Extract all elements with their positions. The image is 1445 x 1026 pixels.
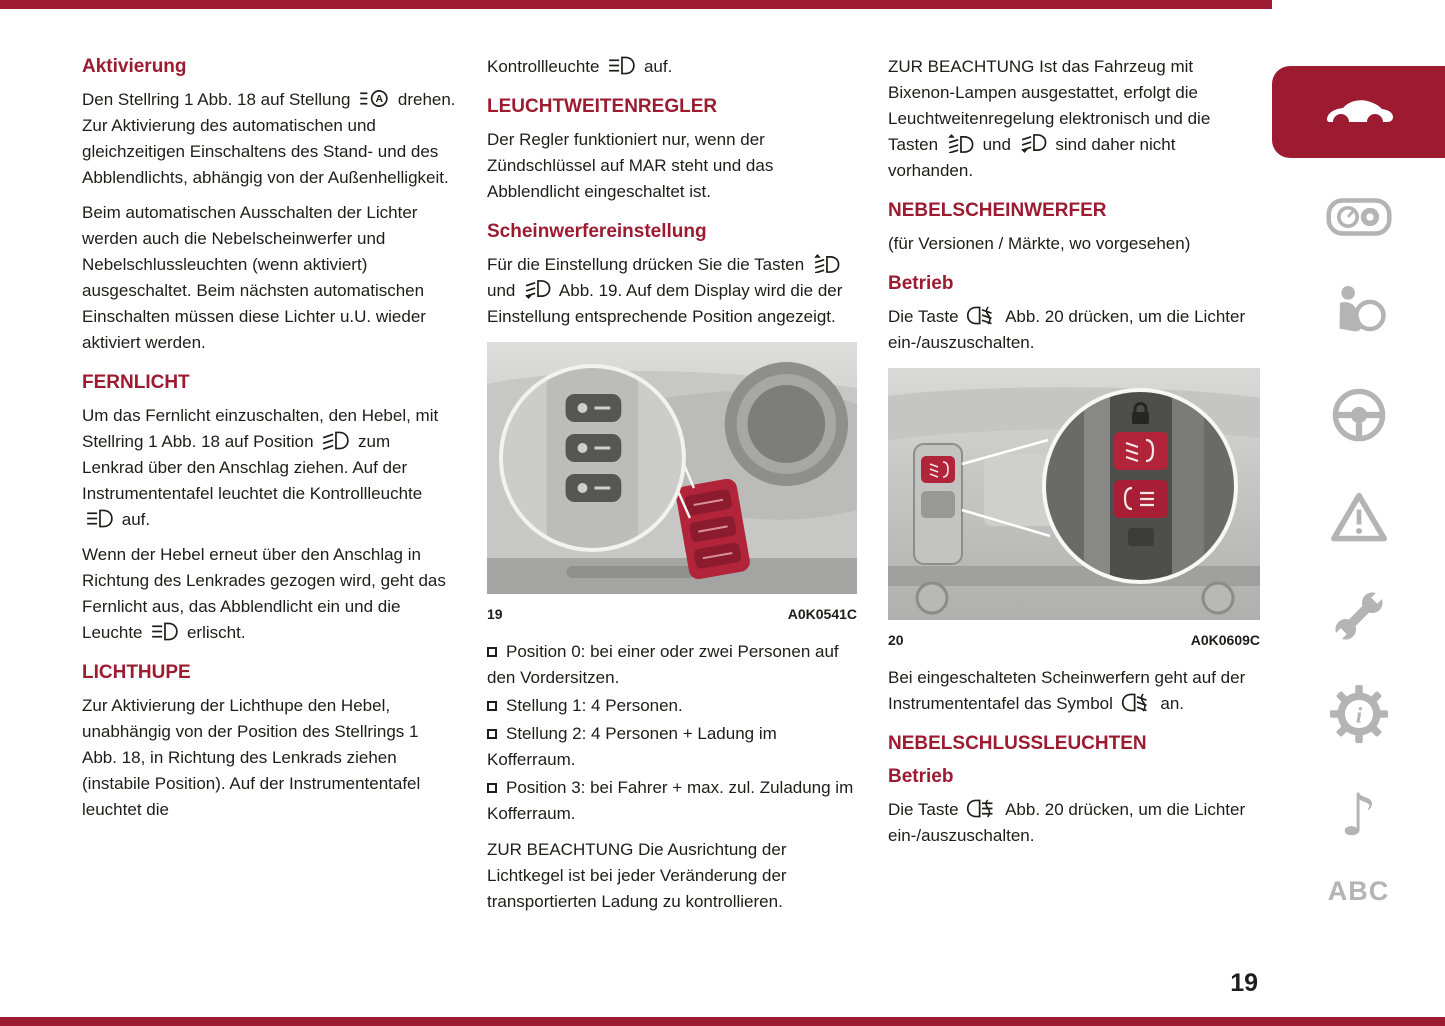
- paragraph-beachtung-load: ZUR BEACHTUNG Die Ausrichtung der Lichtkegel ist bei jeder Veränderung der transportierten Ladung zu kontrollieren.: [487, 840, 787, 911]
- column-middle: [487, 54, 857, 924]
- paragraph-leveling-buttons: [487, 252, 857, 330]
- paragraph-frontfog-indicator: [888, 665, 1260, 717]
- leveling-up-icon: [812, 254, 841, 273]
- paragraph-activation: [82, 87, 456, 191]
- list-item: [487, 721, 857, 773]
- square-bullet-icon: [487, 729, 497, 739]
- steering-wheel-icon: [1330, 386, 1388, 444]
- text-run: auf.: [643, 57, 673, 76]
- gear-info-icon: [1329, 684, 1389, 744]
- text-run: Abb. 20 drücken, um die Lichter ein-/auszuschalten.: [888, 800, 1246, 845]
- text-run: Den Stellring 1 Abb. 18 auf Stellung: [82, 90, 351, 109]
- list-item: [487, 693, 857, 719]
- text-run: sind daher nicht vorhanden.: [888, 135, 1176, 180]
- auto-headlight-icon: [358, 89, 390, 108]
- list-item-text: Position 3: bei Fahrer + max. zul. Zuladung im Kofferraum.: [487, 778, 854, 823]
- top-accent-bar: [0, 0, 1272, 9]
- high-beam-icon: [607, 56, 636, 75]
- figure-19-photo: [487, 342, 857, 594]
- figure-19: [487, 342, 857, 627]
- paragraph-versions: (für Versionen / Märkte, wo vorgesehen): [888, 234, 1191, 253]
- page-number: 19: [1230, 969, 1258, 997]
- paragraph-leveling-condition: Der Regler funktioniert nur, wenn der Zündschlüssel auf MAR steht und das Abblendlicht eingeschaltet ist.: [487, 130, 774, 201]
- sidebar-item-active-car: [1272, 66, 1445, 158]
- instrument-cluster-icon: [1326, 194, 1392, 240]
- svg-text:i: i: [1355, 702, 1362, 728]
- sidebar-item-maintenance: [1272, 586, 1445, 646]
- front-fog-icon: [1121, 693, 1153, 712]
- text-run: auf.: [121, 510, 151, 529]
- text-run: Die Taste: [888, 307, 959, 326]
- figure-20-code: A0K0609C: [1190, 632, 1260, 648]
- text-run: erlischt.: [186, 623, 246, 642]
- sidebar-item-safety: [1272, 282, 1445, 338]
- figure-20-number: 20: [888, 632, 904, 648]
- text-run: und: [982, 135, 1011, 154]
- paragraph-rearfog-button: [888, 797, 1260, 849]
- list-item-text: Stellung 2: 4 Personen + Ladung im Kofferraum.: [487, 724, 777, 769]
- square-bullet-icon: [487, 647, 497, 657]
- column-left: [82, 54, 456, 832]
- sidebar-item-audio: [1272, 781, 1445, 849]
- figure-20-caption: [888, 627, 1260, 653]
- list-item: [487, 639, 857, 691]
- list-item-text: Position 0: bei einer oder zwei Personen auf den Vordersitzen.: [487, 642, 839, 687]
- list-item: [487, 775, 857, 827]
- text-run: Um das Fernlicht einzuschalten, den Hebel, mit Stellring 1 Abb. 18 auf Position: [82, 406, 439, 451]
- heading-fernlicht: FERNLICHT: [82, 372, 190, 393]
- leveling-down-icon: [1019, 134, 1048, 153]
- airbag-icon: [1330, 282, 1388, 338]
- heading-lichthupe: LICHTHUPE: [82, 662, 191, 683]
- heading-aktivierung: Aktivierung: [82, 56, 187, 77]
- heading-betrieb-rear: Betrieb: [888, 766, 954, 787]
- sidebar-item-instruments: [1272, 194, 1445, 240]
- text-run: Bei eingeschalteten Scheinwerfern geht auf der Instrumententafel das Symbol: [888, 668, 1246, 713]
- text-run: ZUR BEACHTUNG Ist das Fahrzeug mit Bixenon-Lampen ausgestattet, erfolgt die Leuchtweitenregelung elektronisch und die Tasten: [888, 57, 1211, 154]
- warning-triangle-icon: [1329, 490, 1389, 546]
- square-bullet-icon: [487, 701, 497, 711]
- high-beam-icon: [85, 509, 114, 528]
- position-list: [487, 639, 857, 827]
- text-run: an.: [1160, 694, 1185, 713]
- sidebar-item-technical-data: [1272, 684, 1445, 744]
- text-run: Die Taste: [888, 800, 959, 819]
- text-run: zum Lenkrad über den Anschlag ziehen. Auf der Instrumententafel leuchtet die Kontrollleuchte: [82, 432, 423, 503]
- front-fog-icon: [966, 306, 998, 325]
- heading-nebelschlussleuchten: NEBELSCHLUSSLEUCHTEN: [888, 733, 1147, 754]
- square-bullet-icon: [487, 783, 497, 793]
- text-run: Abb. 20 drücken, um die Lichter ein-/auszuschalten.: [888, 307, 1246, 352]
- paragraph-frontfog-button: [888, 304, 1260, 356]
- sidebar-item-index: [1272, 876, 1445, 907]
- abc-index-label: ABC: [1327, 876, 1390, 906]
- sidebar-item-warning: [1272, 490, 1445, 546]
- car-icon: [1319, 92, 1399, 132]
- list-item-text: Stellung 1: 4 Personen.: [506, 696, 683, 715]
- text-run: Kontrollleuchte: [487, 57, 600, 76]
- text-run: und: [487, 281, 516, 300]
- paragraph-high-beam-on: [82, 403, 456, 533]
- paragraph-auto-off: Beim automatischen Ausschalten der Lichter werden auch die Nebelscheinwerfer und Nebelschlussleuchten (wenn aktiviert) ausgeschaltet. Beim nächsten automatischen Einschalten müssen diese Lichter u.U. wieder aktiviert werden.: [82, 203, 426, 352]
- heading-nebelscheinwerfer: NEBELSCHEINWERFER: [888, 200, 1107, 221]
- heading-leuchtweitenregler: LEUCHTWEITENREGLER: [487, 96, 718, 117]
- wrench-icon: [1329, 586, 1389, 646]
- figure-19-caption: [487, 601, 857, 627]
- column-right: [888, 54, 1260, 858]
- text-run: Für die Einstellung drücken Sie die Tasten: [487, 255, 805, 274]
- paragraph-flash-cont: [487, 54, 857, 80]
- paragraph-flash: Zur Aktivierung der Lichthupe den Hebel, unabhängig von der Position des Stellrings 1 Abb. 18, in Richtung des Lenkrads ziehen (instabile Position). Auf der Instrumententafel leuchtet die: [82, 696, 421, 819]
- leveling-down-icon: [523, 280, 552, 299]
- high-beam-icon: [150, 622, 179, 641]
- leveling-up-icon: [946, 134, 975, 153]
- paragraph-bixenon: [888, 54, 1260, 184]
- figure-20: [888, 368, 1260, 653]
- figure-20-photo: [888, 368, 1260, 620]
- rear-fog-icon: [966, 799, 998, 818]
- heading-betrieb-front: Betrieb: [888, 273, 954, 294]
- text-run: drehen. Zur Aktivierung des automatischen und gleichzeitigen Einschaltens des Stand- und des Abblendlichts, abhängig von der Außenhelligkeit.: [82, 90, 456, 187]
- text-run: Wenn der Hebel erneut über den Anschlag in Richtung des Lenkrades gezogen wird, geht das Fernlicht aus, das Abblendlicht ein und die Leuchte: [82, 545, 446, 642]
- heading-scheinwerfereinstellung: Scheinwerfereinstellung: [487, 221, 707, 242]
- bottom-accent-bar: [0, 1017, 1445, 1026]
- text-run: Abb. 19. Auf dem Display wird die der Einstellung entsprechende Position angezeigt.: [487, 281, 843, 326]
- figure-19-number: 19: [487, 606, 503, 622]
- chapter-thumb-index: [1272, 0, 1445, 1026]
- music-note-icon: ♪: [1339, 781, 1377, 849]
- sidebar-item-steering: [1272, 386, 1445, 444]
- low-beam-icon: [321, 431, 350, 450]
- figure-19-code: A0K0541C: [787, 606, 857, 622]
- paragraph-high-beam-off: [82, 542, 456, 646]
